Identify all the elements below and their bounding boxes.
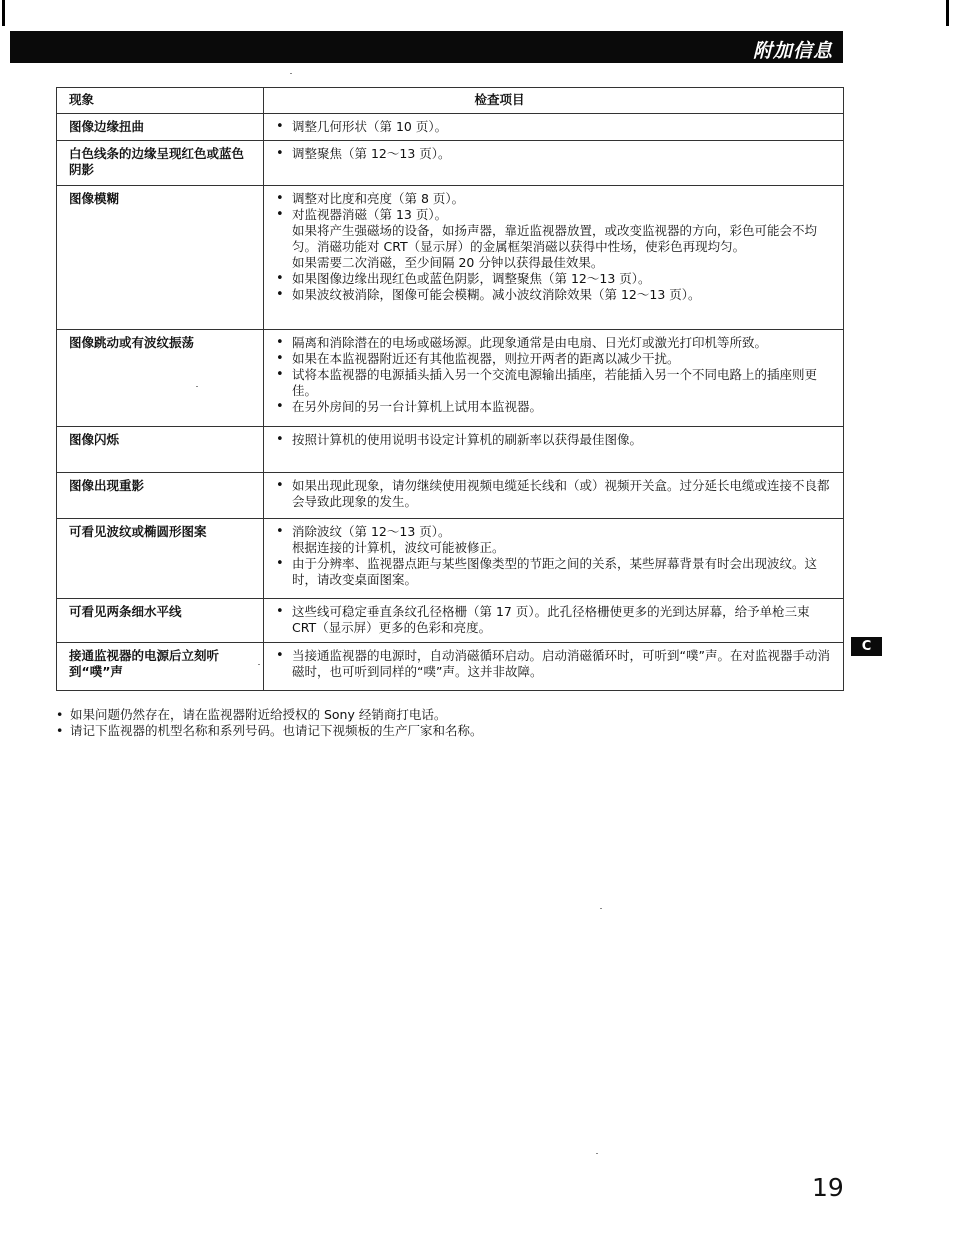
check-cell bbox=[264, 519, 844, 599]
symptom-cell: 图像跳动或有波纹振荡 bbox=[57, 330, 264, 427]
right-edge-mark bbox=[946, 0, 949, 26]
check-item bbox=[276, 207, 831, 271]
check-item-detail: 如果需要二次消磁，至少间隔 20 分钟以获得最佳效果。 bbox=[292, 255, 604, 270]
table-row bbox=[57, 473, 844, 519]
table-row bbox=[57, 519, 844, 599]
scan-speck bbox=[600, 908, 602, 909]
symptom-cell: 可看见两条细水平线 bbox=[57, 599, 264, 643]
check-item: • 如果图像边缘出现红色或蓝色阴影，调整聚焦（第 12～13 页）。 bbox=[276, 271, 831, 287]
table-row bbox=[57, 330, 844, 427]
symptom-cell: 图像边缘扭曲 bbox=[57, 114, 264, 141]
check-item: • 调整聚焦（第 12～13 页）。 bbox=[276, 146, 831, 162]
check-cell bbox=[264, 141, 844, 186]
check-item: • 调整几何形状（第 10 页）。 bbox=[276, 119, 831, 135]
scan-speck bbox=[290, 73, 292, 74]
check-item bbox=[276, 524, 831, 556]
table-row bbox=[57, 114, 844, 141]
check-item-text: 消除波纹（第 12～13 页）。 bbox=[292, 524, 451, 539]
check-item: • 如果波纹被消除，图像可能会模糊。减小波纹消除效果（第 12～13 页）。 bbox=[276, 287, 831, 303]
check-item: • 隔离和消除潜在的电场或磁场源。此现象通常是由电扇、日光灯或激光打印机等所致。 bbox=[276, 335, 831, 351]
symptom-cell: 接通监视器的电源后立刻听到“噗”声 bbox=[57, 643, 264, 691]
check-item: • 按照计算机的使用说明书设定计算机的刷新率以获得最佳图像。 bbox=[276, 432, 831, 448]
troubleshooting-table bbox=[56, 87, 844, 691]
symptom-cell: 图像模糊 bbox=[57, 186, 264, 330]
section-tab-c: C bbox=[851, 637, 882, 656]
symptom-cell: 图像闪烁 bbox=[57, 427, 264, 473]
check-item: • 当接通监视器的电源时，自动消磁循环启动。启动消磁循环时，可听到“噗”声。在对监视器手动消磁时，也可听到同样的“噗”声。这并非故障。 bbox=[276, 648, 831, 680]
check-item: • 这些线可稳定垂直条纹孔径格栅（第 17 页）。此孔径格栅使更多的光到达屏幕，给予单枪三束 CRT（显示屏）更多的色彩和亮度。 bbox=[276, 604, 831, 636]
check-cell bbox=[264, 643, 844, 691]
scan-speck bbox=[196, 386, 198, 387]
symptom-cell: 图像出现重影 bbox=[57, 473, 264, 519]
check-cell bbox=[264, 427, 844, 473]
footnotes bbox=[56, 707, 836, 739]
check-column-header: 检查项目 bbox=[264, 88, 844, 114]
symptom-column-header: 现象 bbox=[57, 88, 264, 114]
scan-speck bbox=[596, 1153, 598, 1154]
symptom-cell: 可看见波纹或椭圆形图案 bbox=[57, 519, 264, 599]
page-number: 19 bbox=[812, 1173, 844, 1202]
footnote-item: • 如果问题仍然存在，请在监视器附近给授权的 Sony 经销商打电话。 bbox=[56, 707, 836, 723]
symptom-cell: 白色线条的边缘呈现红色或蓝色阴影 bbox=[57, 141, 264, 186]
check-item-detail: 如果将产生强磁场的设备，如扬声器，靠近监视器放置，或改变监视器的方向，彩色可能会不均匀。消磁功能对 CRT（显示屏）的金属框架消磁以获得中性场，使彩色再现均匀。 bbox=[292, 223, 818, 254]
table-row bbox=[57, 599, 844, 643]
table-header-row bbox=[57, 88, 844, 114]
check-item: • 如果在本监视器附近还有其他监视器，则拉开两者的距离以减少干扰。 bbox=[276, 351, 831, 367]
table-row bbox=[57, 186, 844, 330]
check-item-text: 对监视器消磁（第 13 页）。 bbox=[292, 207, 448, 222]
footnote-item: • 请记下监视器的机型名称和系列号码。也请记下视频板的生产厂家和名称。 bbox=[56, 723, 836, 739]
left-edge-mark bbox=[2, 0, 5, 26]
scan-speck bbox=[258, 664, 260, 665]
check-cell bbox=[264, 599, 844, 643]
section-title: 附加信息 bbox=[752, 40, 833, 62]
check-item-detail: 根据连接的计算机，波纹可能被修正。 bbox=[292, 540, 505, 555]
check-item: • 调整对比度和亮度（第 8 页）。 bbox=[276, 191, 831, 207]
check-cell bbox=[264, 114, 844, 141]
check-item: • 试将本监视器的电源插头插入另一个交流电源输出插座，若能插入另一个不同电路上的插座则更佳。 bbox=[276, 367, 831, 399]
table-row bbox=[57, 141, 844, 186]
check-cell bbox=[264, 186, 844, 330]
check-cell bbox=[264, 330, 844, 427]
check-cell bbox=[264, 473, 844, 519]
table-row bbox=[57, 643, 844, 691]
check-item: • 在另外房间的另一台计算机上试用本监视器。 bbox=[276, 399, 831, 415]
table-row bbox=[57, 427, 844, 473]
section-header-bar bbox=[10, 31, 843, 63]
check-item: • 如果出现此现象，请勿继续使用视频电缆延长线和（或）视频开关盒。过分延长电缆或连接不良都会导致此现象的发生。 bbox=[276, 478, 831, 510]
check-item: • 由于分辨率、监视器点距与某些图像类型的节距之间的关系，某些屏幕背景有时会出现波纹。这时，请改变桌面图案。 bbox=[276, 556, 831, 588]
